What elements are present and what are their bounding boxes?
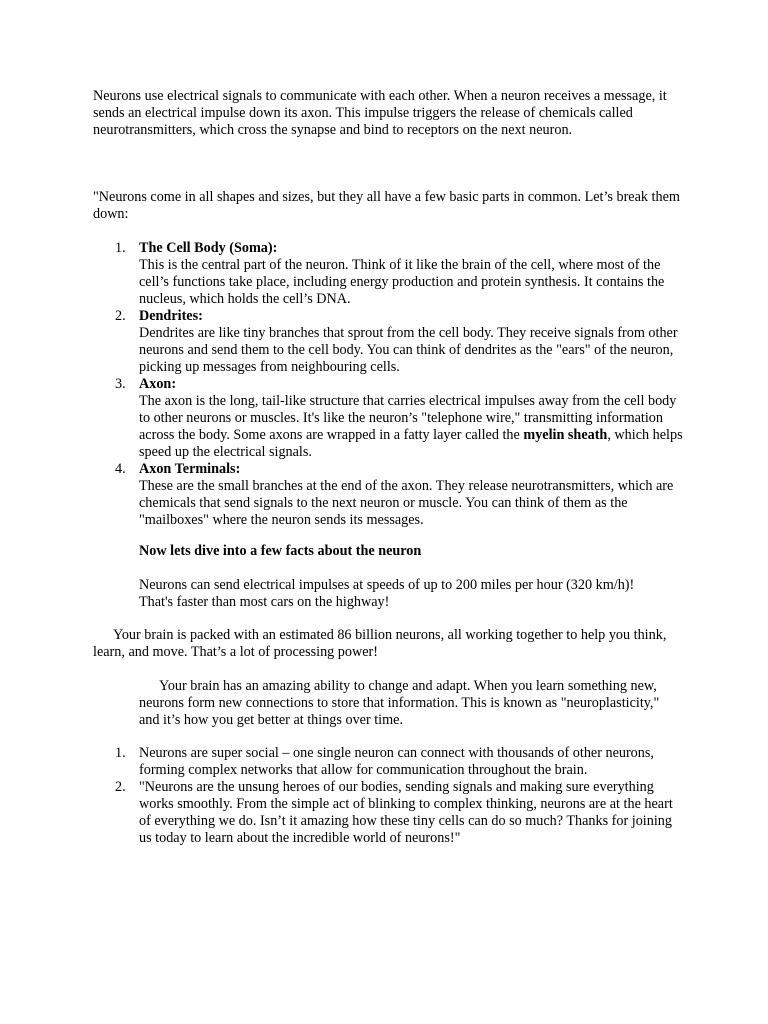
myelin-sheath-term: myelin sheath [523, 427, 608, 443]
list-item [93, 461, 683, 529]
closing-text: "Neurons are the unsung heroes of our bodies, sending signals and making sure everything works smoothly. From the simple act of blinking to complex thinking, neurons are at the heart of everything we do. Isn’t it amazing how these tiny cells can do so much? Thanks for joining us today to learn about the incredible world of neurons!" [139, 779, 673, 846]
intro-paragraph: Neurons use electrical signals to communicate with each other. When a neuron receives a message, it sends an electrical impulse down its axon. This impulse triggers the release of chemicals called neurotransmitters, which cross the synapse and bind to receptors on the next neuron. [93, 88, 667, 138]
facts-heading: Now lets dive into a few facts about the neuron [139, 543, 422, 559]
list-number: 2. [115, 308, 126, 324]
fact-plasticity-paragraph: Your brain has an amazing ability to change and adapt. When you learn something new, neurons form new connections to store that information. This is known as "neuroplasticity," and it’s how you get better at things over time. [139, 678, 660, 728]
list-item [93, 745, 683, 779]
list-number: 1. [115, 240, 126, 256]
part-title: Axon: [139, 376, 177, 392]
list-number: 4. [115, 461, 126, 477]
part-title: Axon Terminals: [139, 461, 241, 477]
list-item [93, 240, 683, 308]
part-description [139, 393, 683, 461]
part-title: Dendrites: [139, 308, 203, 324]
fact-speed-paragraph: Neurons can send electrical impulses at speeds of up to 200 miles per hour (320 km/h)! That's faster than most cars on the highway! [139, 577, 635, 610]
list-item [93, 308, 683, 376]
part-description: This is the central part of the neuron. Think of it like the brain of the cell, where most of the cell’s functions take place, including energy production and protein synthesis. It contains the nucleus, which holds the cell’s DNA. [139, 257, 665, 307]
part-description: These are the small branches at the end of the axon. They release neurotransmitters, which are chemicals that send signals to the next neuron or muscle. You can think of them as the "mailboxes" where the neuron sends its messages. [139, 478, 674, 528]
closing-list [93, 745, 683, 847]
list-number: 3. [115, 376, 126, 392]
list-item [93, 779, 683, 847]
fact-count-paragraph: Your brain is packed with an estimated 86 billion neurons, all working together to help you think, learn, and move. That’s a lot of processing power! [93, 627, 667, 660]
part-text-after: , which helps speed up the electrical signals. [139, 427, 683, 460]
part-description: Dendrites are like tiny branches that sprout from the cell body. They receive signals from other neurons and send them to the cell body. You can think of dendrites as the "ears" of the neuron, picking up messages from neighbouring cells. [139, 325, 678, 375]
list-item [93, 376, 683, 461]
closing-text: Neurons are super social – one single neuron can connect with thousands of other neurons, forming complex networks that allow for communication throughout the brain. [139, 745, 654, 778]
part-text-before: The axon is the long, tail-like structure that carries electrical impulses away from the cell body to other neurons or muscles. It's like the neuron’s "telephone wire," transmitting information across the body. Some axons are wrapped in a fatty layer called the [139, 393, 677, 443]
list-number: 2. [115, 779, 126, 795]
parts-intro-paragraph: "Neurons come in all shapes and sizes, but they all have a few basic parts in common. Let’s break them down: [93, 189, 680, 222]
neuron-parts-list [93, 240, 683, 529]
list-number: 1. [115, 745, 126, 761]
part-title: The Cell Body (Soma): [139, 240, 278, 256]
